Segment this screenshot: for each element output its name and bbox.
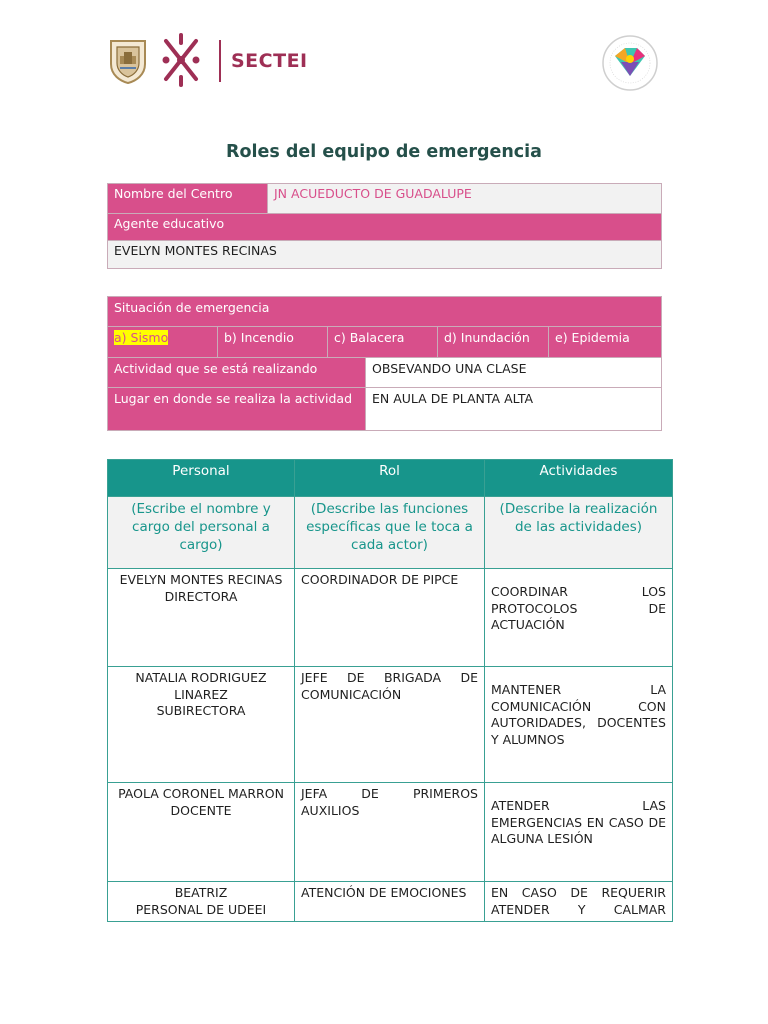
header-rol: Rol — [295, 460, 485, 497]
agent-value[interactable]: EVELYN MONTES RECINAS — [108, 241, 662, 269]
logo-divider — [219, 40, 221, 82]
role-cell[interactable]: JEFA DE PRIMEROS AUXILIOS — [295, 783, 485, 882]
table-row — [108, 783, 673, 882]
cdmx-logo — [158, 33, 204, 87]
table-row — [108, 667, 673, 783]
table-row — [108, 569, 673, 667]
activity-row — [108, 358, 662, 388]
table-row — [108, 882, 673, 922]
place-value[interactable]: EN AULA DE PLANTA ALTA — [366, 388, 662, 431]
person-name: NATALIA RODRIGUEZ LINAREZ — [135, 670, 267, 702]
agent-label: Agente educativo — [108, 214, 662, 241]
option-sismo[interactable] — [108, 327, 218, 358]
activity-cell[interactable]: MANTENER LA COMUNICACIÓN CON AUTORIDADES, DOCENTES Y ALUMNOS — [485, 667, 673, 783]
header-personal: Personal — [108, 460, 295, 497]
center-name-row — [108, 184, 662, 214]
instruction-rol: (Describe las funciones específicas que le toca a cada actor) — [295, 497, 485, 569]
option-incendio[interactable]: b) Incendio — [218, 327, 328, 358]
roles-header-row — [108, 460, 673, 497]
activity-cell[interactable]: COORDINAR LOS PROTOCOLOS DE ACTUACIÓN — [485, 569, 673, 667]
person-position: PERSONAL DE UDEEI — [135, 901, 267, 917]
emergency-options-row — [108, 327, 662, 358]
emergency-situation-label: Situación de emergencia — [108, 297, 662, 327]
option-balacera[interactable]: c) Balacera — [328, 327, 438, 358]
role-cell[interactable]: ATENCIÓN DE EMOCIONES — [295, 882, 485, 922]
emergency-table — [107, 296, 662, 431]
roles-table — [107, 459, 673, 922]
role-cell[interactable]: COORDINADOR DE PIPCE — [295, 569, 485, 667]
person-position: SUBIRECTORA — [156, 703, 246, 718]
option-inundacion[interactable]: d) Inundación — [438, 327, 549, 358]
header-actividades: Actividades — [485, 460, 673, 497]
place-label: Lugar en donde se realiza la actividad — [108, 388, 366, 431]
personal-cell[interactable] — [108, 783, 295, 882]
preschool-seal-logo — [601, 34, 659, 92]
activity-cell[interactable]: EN CASO DE REQUERIR ATENDER Y CALMAR — [485, 882, 673, 922]
person-name: PAOLA CORONEL MARRON — [118, 786, 284, 801]
center-name-label: Nombre del Centro — [108, 184, 268, 214]
role-cell[interactable]: JEFE DE BRIGADA DE COMUNICACIÓN — [295, 667, 485, 783]
option-sismo-label: a) Sismo — [114, 330, 169, 345]
option-epidemia[interactable]: e) Epidemia — [549, 327, 662, 358]
person-name: EVELYN MONTES RECINAS — [119, 572, 283, 587]
center-name-value[interactable]: JN ACUEDUCTO DE GUADALUPE — [268, 184, 662, 214]
agent-value-row — [108, 241, 662, 269]
instruction-personal: (Escribe el nombre y cargo del personal a cargo) — [108, 497, 295, 569]
personal-cell[interactable] — [108, 569, 295, 667]
coat-of-arms-logo — [108, 38, 148, 84]
activity-cell[interactable]: ATENDER LAS EMERGENCIAS EN CASO DE ALGUNA LESIÓN — [485, 783, 673, 882]
person-position: DIRECTORA — [164, 588, 238, 604]
agent-label-row — [108, 214, 662, 241]
sectei-logo: SECTEI — [231, 50, 308, 72]
personal-cell[interactable] — [108, 667, 295, 783]
person-name: BEATRIZ — [174, 885, 228, 900]
instruction-actividades: (Describe la realización de las actividades) — [485, 497, 673, 569]
center-info-table — [107, 183, 662, 269]
page-title: Roles del equipo de emergencia — [226, 142, 542, 162]
emergency-label-row — [108, 297, 662, 327]
place-row — [108, 388, 662, 431]
roles-instructions-row — [108, 497, 673, 569]
personal-cell[interactable] — [108, 882, 295, 922]
activity-label: Actividad que se está realizando — [108, 358, 366, 388]
person-position: DOCENTE — [170, 802, 232, 818]
activity-value[interactable]: OBSEVANDO UNA CLASE — [366, 358, 662, 388]
page-header — [0, 0, 768, 110]
